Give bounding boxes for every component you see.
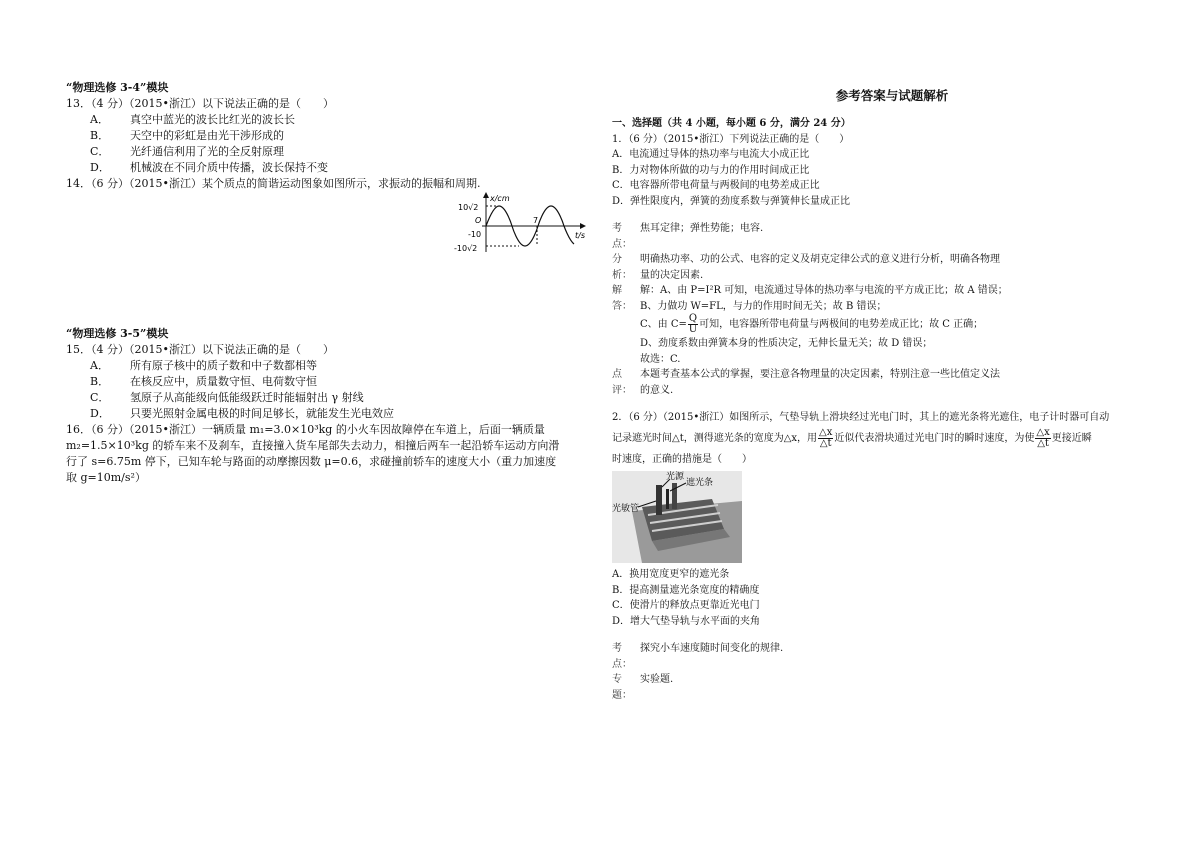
question-16-line-4: 取 g=10m/s²） bbox=[66, 471, 146, 484]
option-d: D． 只要光照射金属电极的时间足够长，就能发生光电效应 bbox=[90, 407, 394, 420]
q1-option-a: A．电流通过导体的热功率与电流大小成正比 bbox=[612, 149, 810, 160]
q2-option-b: B．提高测量遮光条宽度的精确度 bbox=[612, 584, 760, 596]
option-d: D． 机械波在不同介质中传播，波长保持不变 bbox=[90, 161, 328, 174]
option-a: A． 所有原子核中的质子数和中子数都相等 bbox=[90, 359, 317, 372]
air-track-photo bbox=[612, 471, 742, 563]
question-15-options bbox=[66, 358, 586, 422]
q2-option-a: A．换用宽度更窄的遮光条 bbox=[612, 569, 730, 580]
dx-over-dt-fraction: $\frac{\triangle x}{\triangle t}$ bbox=[819, 426, 833, 449]
spacer bbox=[66, 256, 586, 326]
bottom-value-label: -10√2 bbox=[454, 244, 478, 253]
section-1-title: 一、选择题（共 4 小题，每小题 6 分，满分 24 分） bbox=[612, 118, 851, 129]
option-b: B． 在核反应中，质量数守恒、电荷数守恒 bbox=[90, 375, 317, 388]
section-title-3-5: “物理选修 3-5”模块 bbox=[66, 327, 169, 340]
option-b: B． 天空中的彩虹是由光干涉形成的 bbox=[90, 129, 284, 142]
neg-value-label: -10 bbox=[468, 230, 482, 239]
origin-label: O bbox=[475, 216, 482, 225]
tick-seven-label: 7 bbox=[533, 216, 539, 225]
q2-kaodian: 考 点： 探究小车速度随时间变化的规律. bbox=[612, 643, 784, 670]
q2-line-2: 记录遮光时间△t，测得遮光条的宽度为△x，用 $\frac{\triangle x}{\triangle t}$ 近似代表滑块通过光电门时的瞬时速度，为使 $\frac{\triangle x}{\triangle t}$ 更接近瞬 bbox=[612, 426, 1092, 449]
question-16-line-1: 16．（6 分）（2015•浙江）一辆质量 m₁=3.0×10³kg 的小火车因故障停在车道上，后面一辆质量 bbox=[66, 423, 545, 436]
q2-line-1: 2．（6 分）（2015•浙江）如图所示，气垫导轨上滑块经过光电门时，其上的遮光条将光遮住，电子计时器可自动 bbox=[612, 412, 1110, 423]
question-14-stem: 14．（6 分）（2015•浙江）某个质点的简谐运动图象如图所示，求振动的振幅和周期. bbox=[66, 177, 481, 190]
question-16-line-3: 行了 s=6.75m 停下，已知车轮与路面的动摩擦因数 μ=0.6，求碰撞前轿车的速度大小（重力加速度 bbox=[66, 455, 557, 468]
y-axis-label: x/cm bbox=[490, 194, 510, 203]
q1-fenxi: 分 析： 明确热功率、功的公式、电容的定义及胡克定律公式的意义进行分析，明确各物理 量的决定因素. bbox=[612, 254, 1000, 281]
answer-title: 参考答案与试题解析 bbox=[835, 88, 949, 103]
option-c: C． 光纤通信利用了光的全反射原理 bbox=[90, 145, 284, 158]
right-column bbox=[612, 88, 1172, 703]
left-column bbox=[66, 80, 586, 486]
q2-line-3: 时速度，正确的措施是（ ） bbox=[612, 453, 752, 465]
q1-option-c: C．电容器所带电荷量与两极间的电势差成正比 bbox=[612, 180, 820, 191]
dx-over-dt-fraction-2: $\frac{\triangle x}{\triangle t}$ bbox=[1036, 426, 1050, 449]
question-16-line-2: m₂=1.5×10³kg 的轿车来不及刹车，直接撞入货车尾部失去动力，相撞后两车一起沿轿车运动方向滑 bbox=[66, 439, 560, 452]
question-15-stem: 15．（4 分）（2015•浙江）以下说法正确的是（ ） bbox=[66, 343, 334, 356]
t-axis-label: t/s bbox=[575, 231, 585, 240]
q1-option-b: B．力对物体所做的功与力的作用时间成正比 bbox=[612, 164, 810, 176]
q2-zhuanti: 专 题： 实验题. bbox=[612, 674, 674, 701]
light-gate-post bbox=[656, 485, 662, 515]
question-13-options bbox=[66, 112, 586, 176]
question-13-stem: 13．（4 分）（2015•浙江）以下说法正确的是（ ） bbox=[66, 97, 334, 110]
q1-stem: 1．（6 分）（2015•浙江）下列说法正确的是（ ） bbox=[612, 133, 850, 145]
option-c: C． 氢原子从高能级向低能级跃迁时能辐射出 γ 射线 bbox=[90, 391, 364, 404]
q1-jieda: 解 答： 解：A、由 P=I²R 可知，电流通过导体的热功率与电流的平方成正比；故 A 错误； B、力做功 W=FL，与力的作用时间无关；故 B 错误； C、由 C= $\frac{Q}{U}$ 可知，电容器所带电荷量与两极间的电势差成正比；故 C 正确； D、劲度系数由弹簧本身的性质决定，无伸长量无关；故 D 错误； 故选：C. bbox=[612, 285, 1008, 365]
photo-tube-label: 光敏管 bbox=[612, 504, 640, 514]
q2-option-d: D．增大气垫导轨与水平面的夹角 bbox=[612, 615, 761, 627]
top-value-label: 10√2 bbox=[458, 203, 479, 212]
q1-option-d: D．弹性限度内，弹簧的劲度系数与弹簧伸长量成正比 bbox=[612, 195, 851, 207]
q1-kaodian: 考 点： 焦耳定律；弹性势能；电容. bbox=[612, 223, 764, 250]
t-axis-arrow bbox=[580, 223, 586, 229]
q2-option-c: C．使滑片的释放点更靠近光电门 bbox=[612, 600, 760, 611]
light-source-label: 光源 bbox=[666, 472, 685, 482]
shade-strip-label: 遮光条 bbox=[686, 478, 714, 488]
shade-strip bbox=[666, 489, 669, 509]
y-axis-arrow bbox=[483, 192, 489, 198]
section-title-3-4: “物理选修 3-4”模块 bbox=[66, 81, 169, 94]
option-a: A． 真空中蓝光的波长比红光的波长长 bbox=[90, 113, 295, 126]
q-over-u-fraction: $\frac{Q}{U}$ bbox=[688, 313, 698, 335]
q1-dianping: 点 评： 本题考查基本公式的掌握，要注意各物理量的决定因素，特别注意一些比值定义法 的意义. bbox=[612, 369, 1000, 396]
shm-graph bbox=[66, 192, 586, 256]
